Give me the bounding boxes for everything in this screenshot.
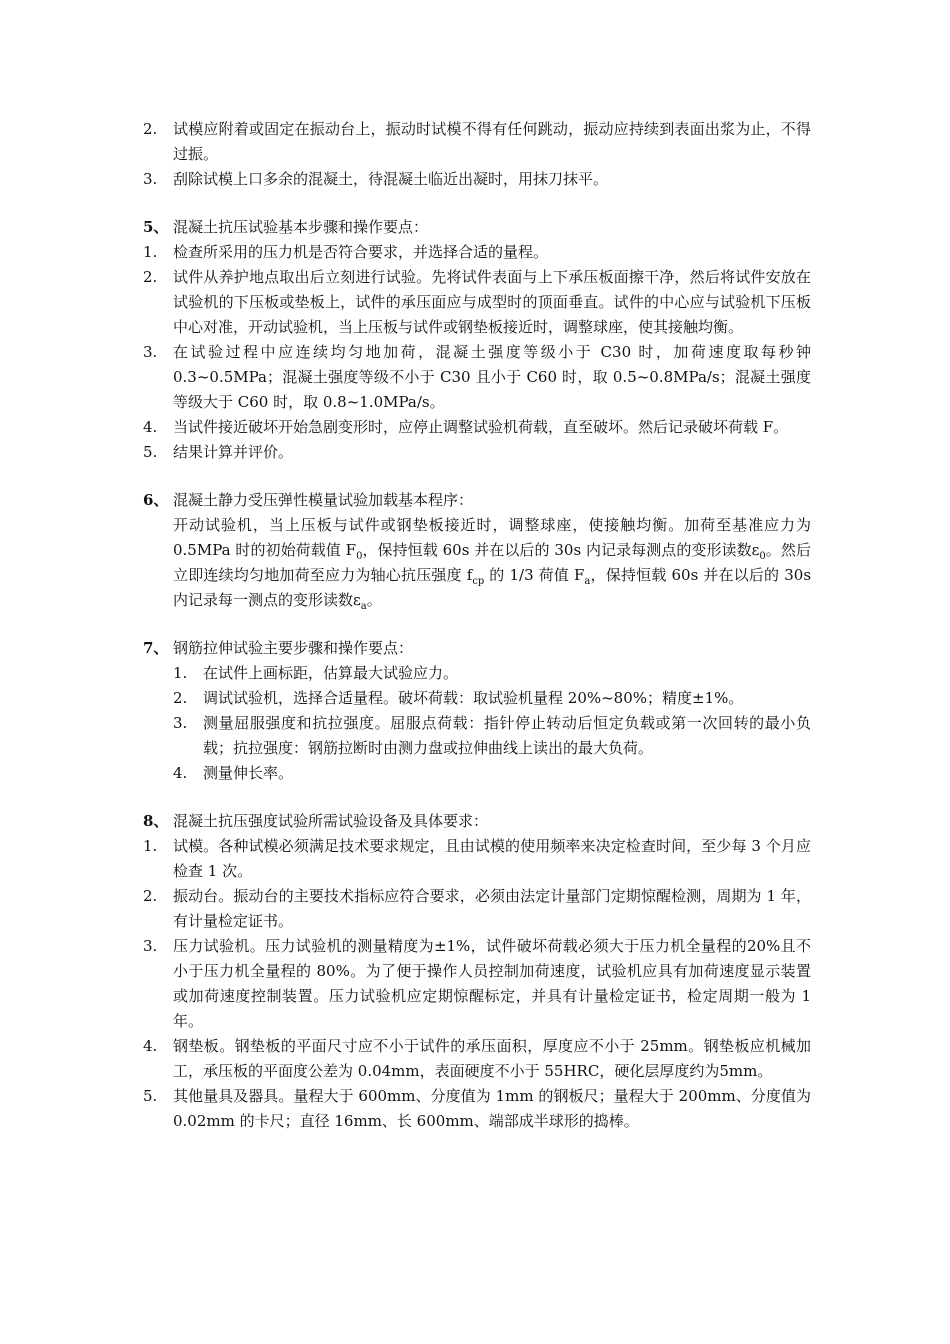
item-text: 测量屈服强度和抗拉强度。屈服点荷载：指针停止转动后恒定负载或第一次回转的最小负载；抗拉强度：钢筋拉断时由测力盘或拉伸曲线上读出的最大负荷。 (203, 714, 811, 757)
item-text: 调试试验机，选择合适量程。破坏荷载：取试验机量程 20%~80%；精度±1%。 (203, 689, 744, 707)
list-item (143, 934, 811, 1034)
item-number: 3. (143, 343, 158, 361)
item-text: 压力试验机。压力试验机的测量精度为±1%，试件破坏荷载必须大于压力机全量程的20%且不小于压力机全量程的 80%。为了便于操作人员控制加荷速度，试验机应具有加荷速度显示装置或加荷速度控制装置。压力试验机应定期惊醒标定，并具有计量检定证书，检定周期一般为 1 年。 (173, 937, 811, 1030)
item-number: 3. (143, 937, 158, 955)
item-number: 2. (173, 689, 188, 707)
item-number: 3. (173, 714, 188, 732)
paragraph-text: ，保持恒载 60s 并在以后的 30s 内记录每测点的变形读数ε (362, 541, 760, 559)
section-number: 6、 (143, 491, 169, 509)
item-number: 3. (143, 170, 158, 188)
paragraph-text: 。然后立即连续均匀地加荷至应力为轴心抗压强度 f (173, 541, 811, 584)
list-item (173, 761, 811, 786)
list-item (173, 686, 811, 711)
item-number: 1. (173, 664, 188, 682)
list-item (143, 1034, 811, 1084)
subscript: 0 (356, 551, 363, 562)
subscript: 0 (759, 551, 766, 562)
list-item (173, 661, 811, 686)
item-text: 当试件接近破坏开始急剧变形时，应停止调整试验机荷载，直至破坏。然后记录破坏荷载 F。 (173, 418, 789, 436)
section-title: 钢筋拉伸试验主要步骤和操作要点： (173, 639, 414, 657)
item-text: 结果计算并评价。 (173, 443, 294, 461)
item-number: 5. (143, 1087, 158, 1105)
item-number: 2. (143, 887, 158, 905)
item-number: 2. (143, 120, 158, 138)
list-item (143, 834, 811, 884)
subscript: cp (472, 576, 485, 587)
item-text: 钢垫板。钢垫板的平面尺寸应不小于试件的承压面积，厚度应不小于 25mm。钢垫板应机械加工，承压板的平面度公差为 0.04mm，表面硬度不小于 55HRC，硬化层厚度约为5mm。 (173, 1037, 811, 1080)
section-number: 7、 (143, 639, 169, 657)
list-item (143, 1084, 811, 1134)
list-item (143, 415, 811, 440)
item-number: 4. (143, 418, 158, 436)
item-text: 试模。各种试模必须满足技术要求规定，且由试模的使用频率来决定检查时间，至少每 3 个月应检查 1 次。 (173, 837, 811, 880)
document-body (143, 117, 811, 1134)
item-text: 振动台。振动台的主要技术指标应符合要求，必须由法定计量部门定期惊醒检测，周期为 1 年，有计量检定证书。 (173, 887, 811, 930)
item-number: 1. (143, 243, 158, 261)
section-title: 混凝土静力受压弹性模量试验加载基本程序： (173, 491, 474, 509)
item-number: 5. (143, 443, 158, 461)
section-paragraph (143, 513, 811, 613)
section-title: 混凝土抗压试验基本步骤和操作要点： (173, 218, 429, 236)
item-text: 刮除试模上口多余的混凝土，待混凝土临近出凝时，用抹刀抹平。 (173, 170, 609, 188)
subscript: a (360, 601, 367, 612)
list-item (143, 340, 811, 415)
list-item (143, 440, 811, 465)
subscript: a (584, 576, 591, 587)
section-heading (143, 488, 811, 513)
item-text: 试件从养护地点取出后立刻进行试验。先将试件表面与上下承压板面擦干净，然后将试件安放在试验机的下压板或垫板上，试件的承压面应与成型时的顶面垂直。试件的中心应与试验机下压板中心对准，开动试验机，当上压板与试件或钢垫板接近时，调整球座，使其接触均衡。 (173, 268, 811, 336)
section-heading (143, 809, 811, 834)
section-number: 5、 (143, 218, 169, 236)
item-text: 其他量具及器具。量程大于 600mm、分度值为 1mm 的钢板尺；量程大于 200mm、分度值为 0.02mm 的卡尺；直径 16mm、长 600mm、端部成半球形的捣棒。 (173, 1087, 811, 1130)
paragraph-text: 。 (366, 591, 382, 609)
section-heading (143, 636, 811, 661)
item-number: 4. (173, 764, 188, 782)
list-item (143, 265, 811, 340)
section-heading (143, 215, 811, 240)
section-number: 8、 (143, 812, 169, 830)
item-text: 试模应附着或固定在振动台上，振动时试模不得有任何跳动，振动应持续到表面出浆为止，不得过振。 (173, 120, 811, 163)
item-text: 测量伸长率。 (203, 764, 294, 782)
item-number: 2. (143, 268, 158, 286)
item-text: 在试件上画标距，估算最大试验应力。 (203, 664, 459, 682)
item-text: 检查所采用的压力机是否符合要求，并选择合适的量程。 (173, 243, 549, 261)
list-item (143, 884, 811, 934)
paragraph-text: ，保持恒载 60s 并在以后的 30s 内记录每一测点的变形读数ε (173, 566, 812, 609)
paragraph-text: 的 1/3 荷值 F (484, 566, 585, 584)
list-item (143, 167, 811, 192)
paragraph-text: 开动试验机，当上压板与试件或钢垫板接近时，调整球座，使接触均衡。加荷至基准应力为 0.5MPa 时的初始荷载值 F (173, 516, 811, 559)
list-item (143, 117, 811, 167)
list-item (173, 711, 811, 761)
item-text: 在试验过程中应连续均匀地加荷，混凝土强度等级小于 C30 时，加荷速度取每秒钟0.3~0.5MPa；混凝土强度等级不小于 C30 且小于 C60 时，取 0.5~0.8MPa/s；混凝土强度等级大于 C60 时，取 0.8~1.0MPa/s。 (173, 343, 811, 411)
item-number: 1. (143, 837, 158, 855)
section-title: 混凝土抗压强度试验所需试验设备及具体要求： (173, 812, 489, 830)
item-number: 4. (143, 1037, 158, 1055)
list-item (143, 240, 811, 265)
